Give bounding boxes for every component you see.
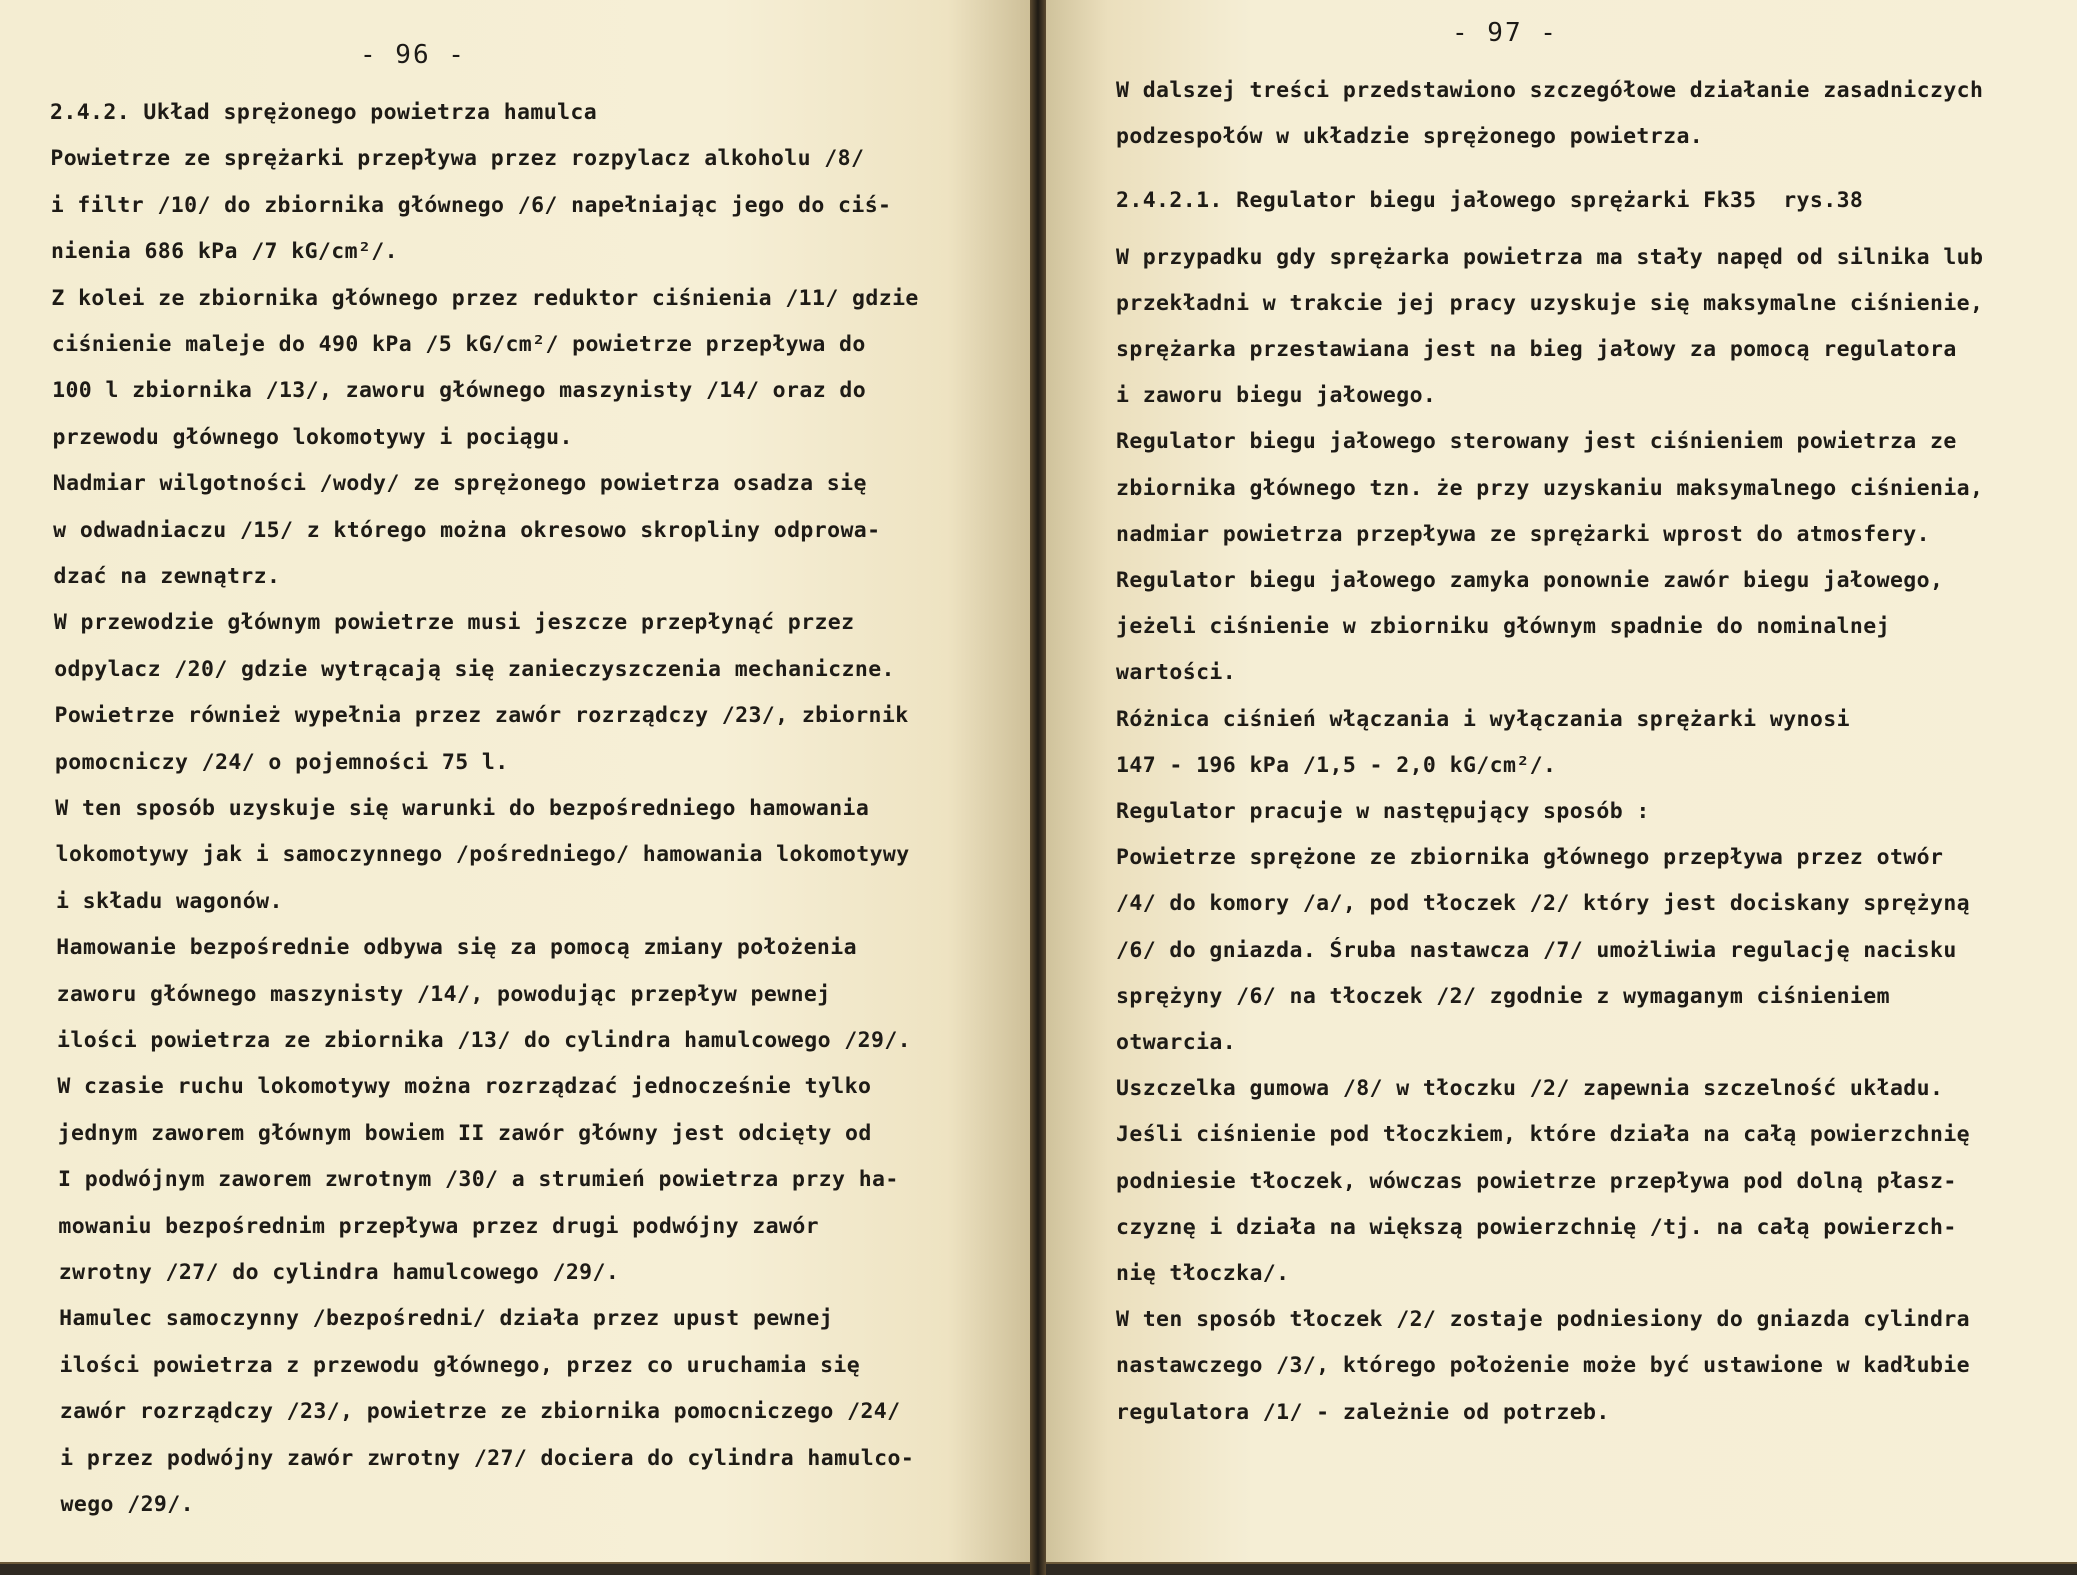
- text-line: Powietrze ze sprężarki przepływa przez rozpylacz alkoholu /8/: [50, 146, 865, 172]
- text-line: i filtr /10/ do zbiornika głównego /6/ napełniając jego do ciś-: [50, 192, 892, 218]
- text-line: W przypadku gdy sprężarka powietrza ma stały napęd od silnika lub: [1116, 244, 1984, 270]
- right-page: [1046, 0, 2077, 1564]
- text-line: zawór rozrządczy /23/, powietrze ze zbiornika pomocniczego /24/: [59, 1399, 901, 1425]
- text-line: 2.4.2.1. Regulator biegu jałowego sprężarki Fk35 rys.38: [1116, 188, 1864, 214]
- text-line: sprężarka przestawiana jest na bieg jałowy za pomocą regulatora: [1116, 337, 1957, 362]
- text-line: ciśnienie maleje do 490 kPa /5 kG/cm²/ powietrze przepływa do: [51, 332, 866, 357]
- text-line: przewodu głównego lokomotywy i pociągu.: [52, 424, 573, 450]
- book-gutter: [1030, 0, 1046, 1575]
- text-line: W przewodzie głównym powietrze musi jeszcze przepłynąć przez: [53, 610, 855, 636]
- text-line: W ten sposób uzyskuje się warunki do bezpośredniego hamowania: [55, 796, 870, 821]
- text-line: sprężyny /6/ na tłoczek /2/ zgodnie z wymaganym ciśnieniem: [1116, 983, 1890, 1009]
- text-line: Regulator pracuje w następujący sposób :: [1116, 799, 1650, 824]
- text-line: W ten sposób tłoczek /2/ zostaje podniesiony do gniazda cylindra: [1116, 1307, 1971, 1333]
- text-line: i składu wagonów.: [55, 888, 283, 914]
- text-line: W dalszej treści przedstawiono szczegółowe działanie zasadniczych: [1116, 78, 1984, 103]
- text-line: I podwójnym zaworem zwrotnym /30/ a strumień powietrza przy ha-: [58, 1167, 899, 1193]
- text-line: zbiornika głównego tzn. że przy uzyskaniu maksymalnego ciśnienia,: [1116, 475, 1984, 501]
- text-line: Uszczelka gumowa /8/ w tłoczku /2/ zapewnia szczelność układu.: [1116, 1076, 1944, 1102]
- text-line: 100 l zbiornika /13/, zaworu głównego maszynisty /14/ oraz do: [52, 378, 867, 404]
- text-line: odpylacz /20/ gdzie wytrącają się zanieczyszczenia mechaniczne.: [54, 656, 895, 682]
- text-line: ilości powietrza z przewodu głównego, przez co uruchamia się: [59, 1352, 861, 1378]
- text-line: lokomotywy jak i samoczynnego /pośredniego/ hamowania lokomotywy: [55, 842, 910, 868]
- text-line: nienia 686 kPa /7 kG/cm²/.: [51, 239, 399, 265]
- text-line: przekładni w trakcie jej pracy uzyskuje się maksymalne ciśnienie,: [1116, 290, 1984, 316]
- text-line: 2.4.2. Układ sprężonego powietrza hamulca: [50, 100, 598, 125]
- text-line: mowaniu bezpośrednim przepływa przez drugi podwójny zawór: [58, 1213, 820, 1239]
- text-line: ilości powietrza ze zbiornika /13/ do cylindra hamulcowego /29/.: [57, 1028, 912, 1053]
- text-line: zaworu głównego maszynisty /14/, powodując przepływ pewnej: [56, 981, 831, 1007]
- text-line: w odwadniaczu /15/ z którego można okresowo skropliny odprowa-: [53, 517, 881, 543]
- text-line: zwrotny /27/ do cylindra hamulcowego /29/.: [58, 1260, 620, 1285]
- text-line: 147 - 196 kPa /1,5 - 2,0 kG/cm²/.: [1116, 752, 1557, 778]
- text-line: nadmiar powietrza przepływa ze sprężarki wprost do atmosfery.: [1116, 521, 1930, 547]
- text-line: wego /29/.: [60, 1492, 194, 1517]
- text-line: jeżeli ciśnienie w zbiorniku głównym spadnie do nominalnej: [1116, 614, 1890, 640]
- text-line: Różnica ciśnień włączania i wyłączania sprężarki wynosi: [1116, 706, 1850, 732]
- text-line: otwarcia.: [1116, 1030, 1237, 1055]
- text-line: czyznę i działa na większą powierzchnię /tj. na całą powierzch-: [1116, 1214, 1957, 1240]
- text-line: regulatora /1/ - zależnie od potrzeb.: [1116, 1399, 1610, 1425]
- text-line: i zaworu biegu jałowego.: [1116, 383, 1437, 409]
- left-page: [0, 0, 1030, 1564]
- text-line: dzać na zewnątrz.: [53, 564, 281, 589]
- text-line: jednym zaworem głównym bowiem II zawór główny jest odcięty od: [57, 1120, 872, 1146]
- text-line: /6/ do gniazda. Śruba nastawcza /7/ umożliwia regulację nacisku: [1116, 937, 1957, 963]
- text-line: Regulator biegu jałowego zamyka ponownie zawór biegu jałowego,: [1116, 568, 1944, 593]
- text-line: Powietrze sprężone ze zbiornika głównego przepływa przez otwór: [1116, 845, 1944, 871]
- text-line: podzespołów w układzie sprężonego powietrza.: [1116, 124, 1704, 150]
- text-line: nię tłoczka/.: [1116, 1261, 1290, 1286]
- text-line: pomocniczy /24/ o pojemności 75 l.: [54, 749, 509, 775]
- text-line: nastawczego /3/, którego położenie może być ustawione w kadłubie: [1116, 1353, 1971, 1379]
- text-line: i przez podwójny zawór zwrotny /27/ dociera do cylindra hamulco-: [60, 1445, 915, 1471]
- text-line: wartości.: [1116, 660, 1237, 686]
- page-number: - 97 -: [1452, 18, 1558, 48]
- text-line: podniesie tłoczek, wówczas powietrze przepływa pod dolną płasz-: [1116, 1168, 1957, 1194]
- page-number: - 96 -: [360, 40, 466, 70]
- text-line: Z kolei ze zbiornika głównego przez reduktor ciśnienia /11/ gdzie: [51, 285, 919, 311]
- text-line: W czasie ruchu lokomotywy można rozrządzać jednocześnie tylko: [57, 1074, 872, 1100]
- text-line: Regulator biegu jałowego sterowany jest ciśnieniem powietrza ze: [1116, 429, 1957, 455]
- text-line: Jeśli ciśnienie pod tłoczkiem, które działa na całą powierzchnię: [1116, 1122, 1971, 1148]
- text-line: Hamowanie bezpośrednie odbywa się za pomocą zmiany położenia: [56, 935, 857, 961]
- text-line: Powietrze również wypełnia przez zawór rozrządczy /23/, zbiornik: [54, 703, 909, 729]
- text-line: Nadmiar wilgotności /wody/ ze sprężonego powietrza osadza się: [52, 471, 867, 497]
- text-line: Hamulec samoczynny /bezpośredni/ działa przez upust pewnej: [59, 1306, 834, 1332]
- text-line: /4/ do komory /a/, pod tłoczek /2/ który jest dociskany sprężyną: [1116, 891, 1971, 917]
